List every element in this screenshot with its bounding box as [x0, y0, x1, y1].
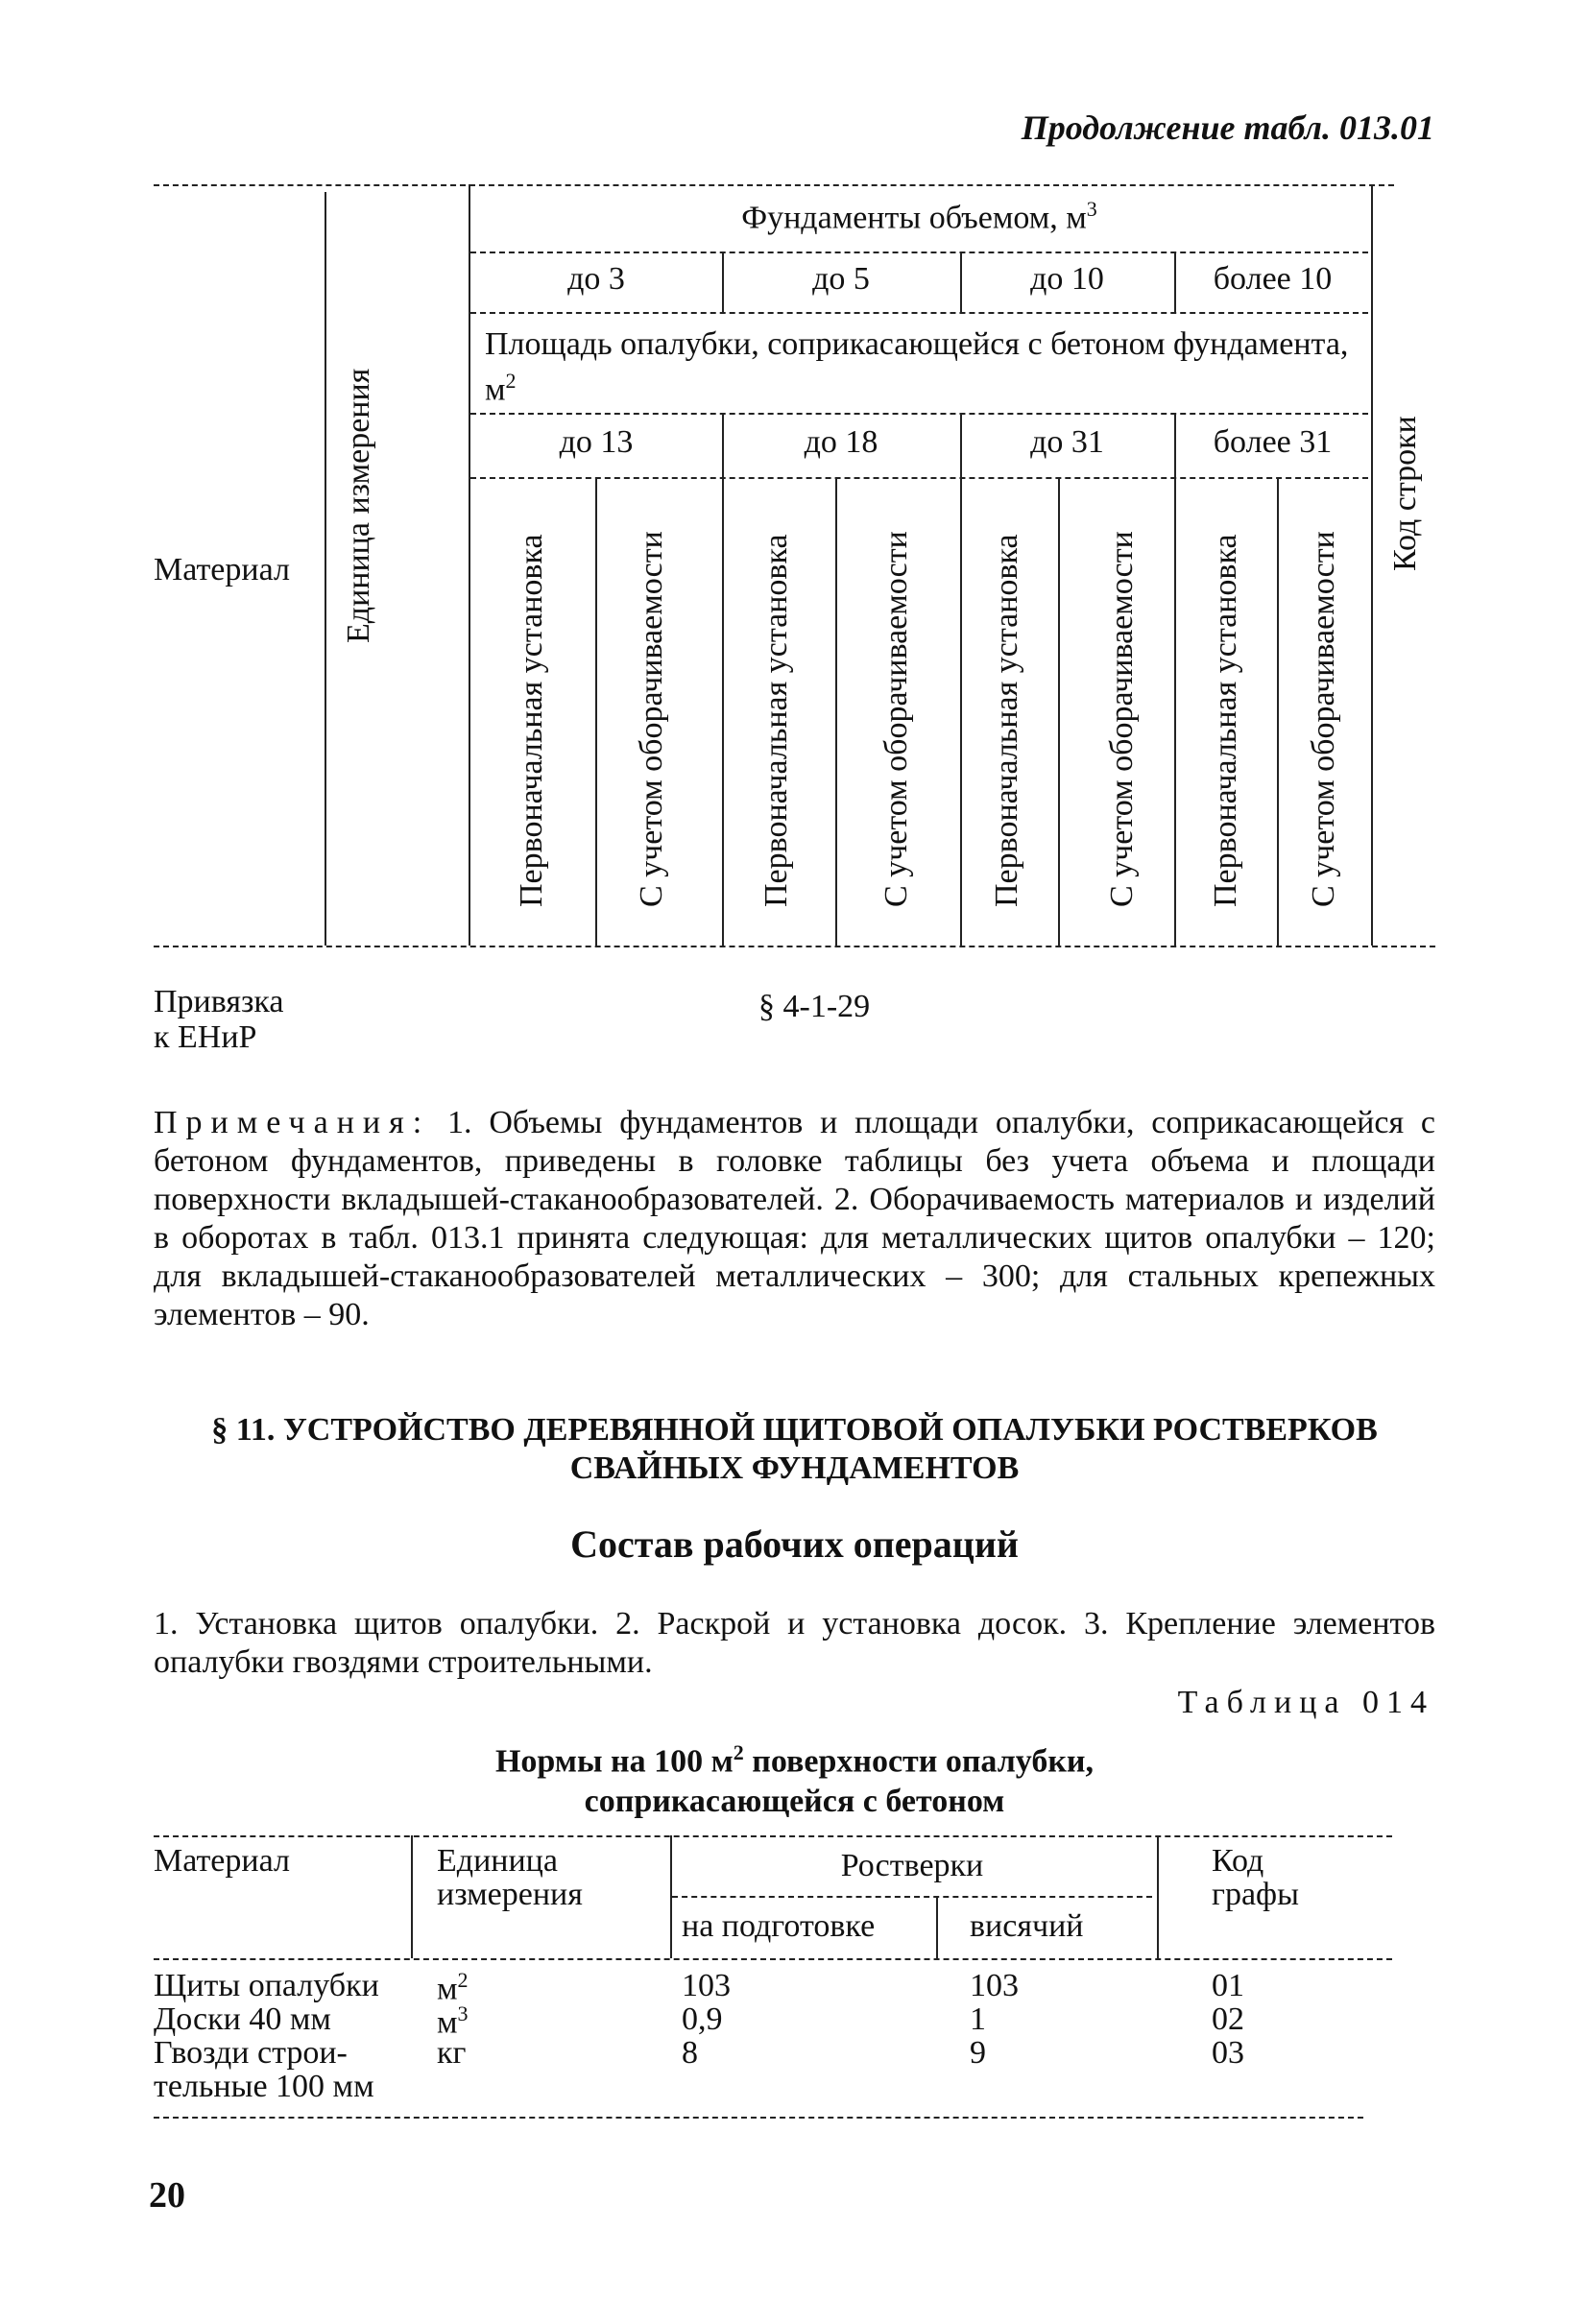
header-grillages: Ростверки [840, 1848, 984, 1883]
header-unit: Единица [437, 1843, 558, 1879]
section-title-line: § 11. УСТРОЙСТВО ДЕРЕВЯННОЙ ЩИТОВОЙ ОПАЛУБКИ РОСТВЕРКОВ [211, 1412, 1378, 1448]
sub-col-initial: Первоначальная установка [1208, 534, 1243, 907]
area-col: более 31 [1213, 424, 1333, 460]
header-material: Материал [154, 1843, 290, 1879]
row-code: 03 [1212, 2035, 1244, 2071]
sub-col-turnover: С учетом оборачиваемости [878, 531, 914, 907]
row-unit: кг [437, 2035, 467, 2071]
area-col: до 13 [559, 424, 634, 460]
volume-col: до 5 [812, 261, 870, 297]
rule [722, 413, 724, 946]
unit-header: Единица измерения [341, 368, 376, 643]
header-unit: измерения [437, 1877, 583, 1912]
row-hanging: 9 [970, 2035, 986, 2071]
sub-col-initial: Первоначальная установка [989, 534, 1024, 907]
rule [154, 1958, 1392, 1960]
sub-col-initial: Первоначальная установка [514, 534, 549, 907]
volume-col: до 3 [567, 261, 625, 297]
rule [154, 2117, 1363, 2119]
page-number: 20 [149, 2175, 185, 2216]
row-code-header: Код строки [1387, 416, 1423, 571]
rule [835, 477, 837, 946]
foundations-header: Фундаменты объемом, $м^3$ [741, 197, 1097, 236]
norms-title-line: соприкасающейся с бетоном [584, 1784, 1005, 1820]
rule [154, 946, 1435, 947]
binding-label: к ЕНиР [154, 1019, 257, 1055]
notes [154, 1104, 1435, 1334]
rule [960, 413, 962, 946]
notes-text: 1. Объемы фундаментов и площади опалубки, соприкасающейся с бетоном фундаментов, приведены в головке таблицы без учета объема и площади поверхности вкладышей-стаканообразователей. 2. Оборачиваемость материалов и изделий в оборотах в табл. 013.1 принята следующая: для металлических щитов опалубки – 120; для вкладышей-стаканообразователей металлических – 300; для стальных крепежных элементов – 90. [154, 1105, 1435, 1332]
rule [470, 477, 1368, 479]
rule [595, 477, 597, 946]
binding-value: § 4-1-29 [758, 989, 871, 1024]
rule [1277, 477, 1279, 946]
area-header: Площадь опалубки, соприкасающейся с бетоном фундамента, $м^2$ [485, 326, 1349, 408]
row-unit: $м^3$ [437, 2001, 469, 2041]
rule [1371, 184, 1373, 946]
notes-label: Примечания: [154, 1105, 431, 1140]
section-title-line: СВАЙНЫХ ФУНДАМЕНТОВ [569, 1450, 1020, 1486]
area-col: до 31 [1030, 424, 1104, 460]
row-hanging: 1 [970, 2001, 986, 2037]
rule [325, 192, 326, 946]
sub-col-turnover: С учетом оборачиваемости [1104, 531, 1140, 907]
ops-text: 1. Установка щитов опалубки. 2. Раскрой и установка досок. 3. Крепление элементов опалубки гвоздями строительными. [154, 1606, 1435, 1680]
row-hanging: 103 [970, 1968, 1019, 2003]
row-on-prep: 0,9 [682, 2001, 723, 2037]
sub-col-initial: Первоначальная установка [758, 534, 794, 907]
section-title [154, 1411, 1435, 1488]
norms-title-line: Нормы на 100 $м^2$ поверхности опалубки, [494, 1740, 1095, 1780]
sub-col-turnover: С учетом оборачиваемости [634, 531, 669, 907]
rule [1157, 1835, 1159, 1958]
continued-caption: Продолжение табл. 013.01 [1021, 108, 1434, 147]
header-on-prep: на подготовке [682, 1908, 876, 1944]
rule [1058, 477, 1060, 946]
binding-label: Привязка [154, 984, 284, 1019]
rule [411, 1835, 413, 1958]
sub-col-turnover: С учетом оборачиваемости [1306, 531, 1341, 907]
row-material: Доски 40 мм [154, 2001, 331, 2037]
rule [154, 184, 1394, 186]
rule [470, 312, 1368, 314]
row-code: 01 [1212, 1968, 1244, 2003]
material-header: Материал [154, 552, 290, 587]
row-material: тельные 100 мм [154, 2069, 374, 2104]
row-material: Гвозди строи- [154, 2035, 348, 2071]
rule [154, 1835, 1392, 1837]
row-on-prep: 103 [682, 1968, 731, 2003]
rule [470, 413, 1368, 415]
table-label: Таблица 014 [1177, 1685, 1434, 1720]
rule [469, 184, 470, 946]
rule [470, 252, 1368, 253]
rule [936, 1896, 938, 1958]
header-hanging: висячий [970, 1908, 1084, 1944]
row-on-prep: 8 [682, 2035, 698, 2071]
row-unit: $м^2$ [437, 1968, 469, 2007]
volume-col: более 10 [1213, 261, 1333, 297]
row-code: 02 [1212, 2001, 1244, 2037]
row-material: Щиты опалубки [154, 1968, 379, 2003]
volume-col: до 10 [1030, 261, 1104, 297]
ops-title: Состав рабочих операций [570, 1522, 1019, 1566]
area-col: до 18 [804, 424, 878, 460]
norms-title [154, 1733, 1435, 1822]
rule [672, 1896, 1152, 1898]
header-code: графы [1212, 1877, 1299, 1912]
header-code: Код [1212, 1843, 1264, 1879]
rule [1174, 413, 1176, 946]
